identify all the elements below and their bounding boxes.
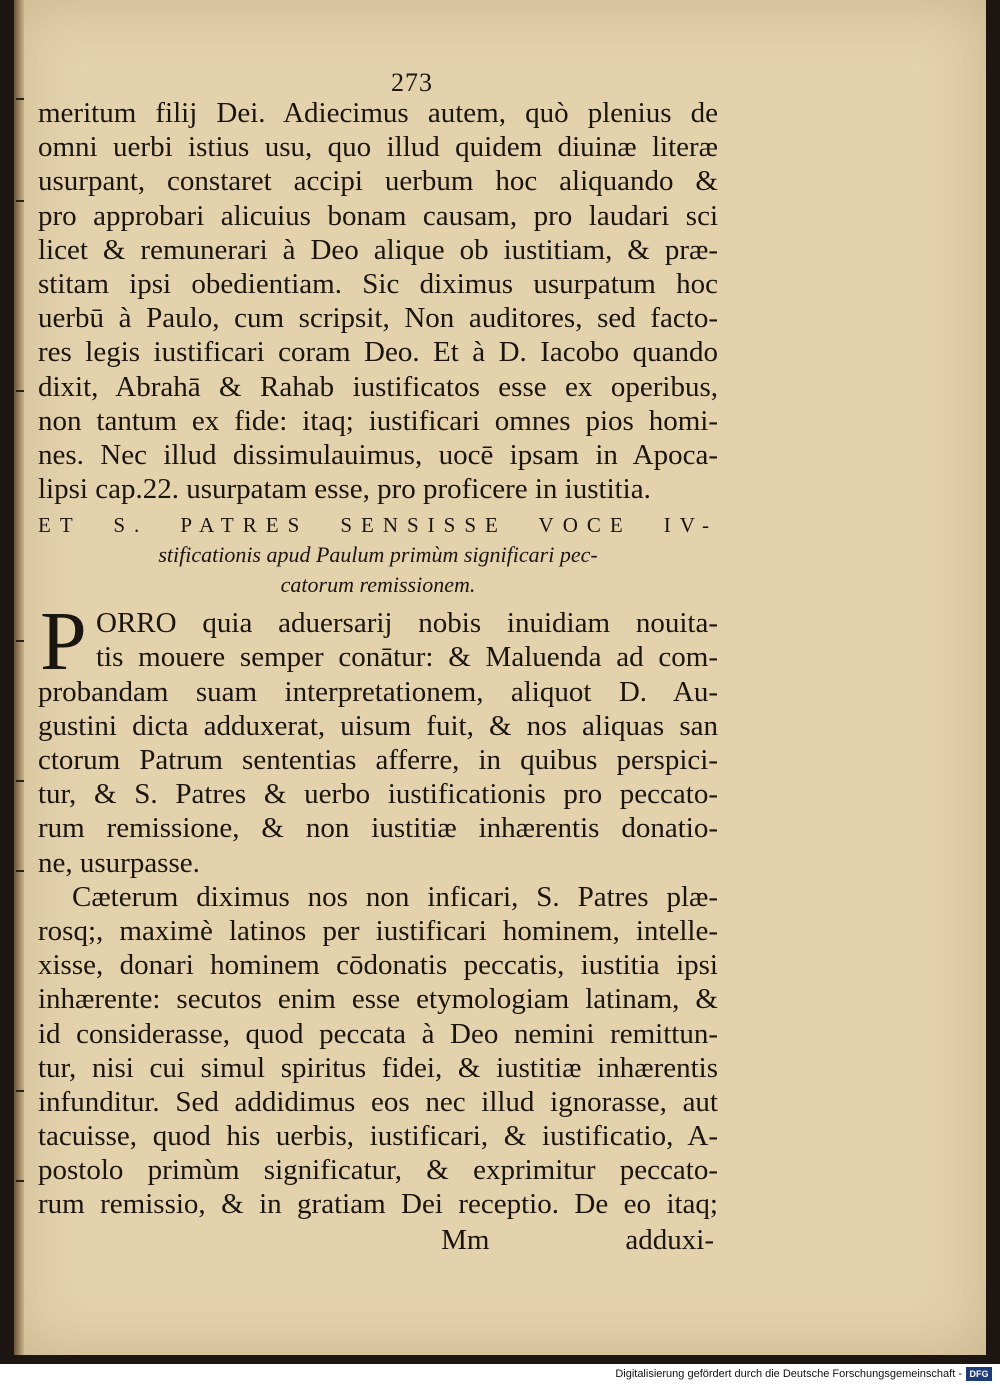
page-number: 273 bbox=[391, 68, 433, 97]
text-line: ne, usurpasse. bbox=[38, 846, 200, 879]
text-line: probandam suam interpretationem, aliquot D. Au- bbox=[38, 675, 718, 708]
text-line: tur, & S. Patres & uerbo iustificationis pro peccato- bbox=[38, 778, 718, 811]
margin-marks bbox=[14, 80, 28, 1240]
dfg-logo: DFG bbox=[966, 1367, 992, 1381]
text-line: non tantum ex fide: itaq; iustificari omnes pios homi- bbox=[38, 404, 718, 437]
text-line: Cæterum diximus nos non inficari, S. Patres plæ- bbox=[72, 880, 718, 913]
text-line: stitam ipsi obedientiam. Sic diximus usurpatum hoc bbox=[38, 267, 718, 300]
text-line: id considerasse, quod peccata à Deo nemini remittun- bbox=[38, 1017, 718, 1050]
text-line: usurpant, constaret accipi uerbum hoc aliquando & bbox=[38, 165, 718, 198]
text-line: uerbū à Paulo, cum scripsit, Non auditores, sed facto- bbox=[38, 302, 718, 335]
text-line: postolo primùm significatur, & exprimitur peccato- bbox=[38, 1154, 718, 1187]
text-line: tur, nisi cui simul spiritus fidei, & iustitiæ inhærentis bbox=[38, 1051, 718, 1084]
text-line: ctorum Patrum sententias afferre, in quibus perspici- bbox=[38, 744, 718, 776]
paragraph-1 bbox=[38, 96, 718, 506]
drop-cap: P bbox=[40, 595, 87, 689]
text-line: lipsi cap.22. usurpatam esse, pro proficere in iustitia. bbox=[38, 473, 651, 506]
text-line: licet & remunerari à Deo alique ob iustitiam, & præ- bbox=[38, 233, 718, 266]
page-foot bbox=[38, 1222, 718, 1258]
text-line: rosq;, maximè latinos per iustificari hominem, intelle- bbox=[38, 914, 718, 947]
text-line: ORRO quia aduersarij nobis inuidiam nouita- bbox=[96, 607, 718, 640]
text-line: pro approbari alicuius bonam causam, pro laudari sci bbox=[38, 199, 718, 232]
text-line: rum remissione, & non iustitiæ inhærentis donatio- bbox=[38, 812, 718, 845]
paragraph-3 bbox=[38, 880, 718, 1222]
catchword: adduxi- bbox=[625, 1223, 714, 1256]
text-line: res legis iustificari coram Deo. Et à D. Iacobo quando bbox=[38, 336, 718, 369]
page-text bbox=[38, 96, 718, 1258]
text-line: tacuisse, quod his uerbis, iustificari, & iustificatio, A- bbox=[38, 1120, 718, 1153]
text-line: rum remissio, & in gratiam Dei receptio. De eo itaq; bbox=[38, 1188, 718, 1221]
text-line: dixit, Abrahā & Rahab iustificatos esse ex operibus, bbox=[38, 370, 718, 403]
footer-credit: Digitalisierung gefördert durch die Deutsche Forschungsgemeinschaft - bbox=[615, 1368, 962, 1380]
text-line: infunditur. Sed addidimus eos nec illud ignorasse, aut bbox=[38, 1085, 718, 1118]
text-line: tis mouere semper conātur: & Maluenda ad com- bbox=[96, 641, 718, 674]
text-line: xisse, donari hominem cōdonatis peccatis, iustitia ipsi bbox=[38, 949, 718, 982]
text-line: nes. Nec illud dissimulauimus, uocē ipsam in Apoca- bbox=[38, 438, 718, 471]
text-line: inhærente: secutos enim esse etymologiam latinam, & bbox=[38, 983, 718, 1016]
signature-mark: Mm bbox=[441, 1223, 490, 1256]
text-line: gustini dicta adduxerat, uisum fuit, & nos aliquas san bbox=[38, 709, 718, 742]
section-subheading: stificationis apud Paulum primùm significari pec- bbox=[158, 542, 598, 568]
text-line: meritum filij Dei. Adiecimus autem, quò plenius de bbox=[38, 97, 718, 129]
digitization-footer bbox=[0, 1364, 1000, 1385]
section-subheading: catorum remissionem. bbox=[280, 572, 476, 598]
paragraph-2 bbox=[38, 595, 718, 880]
text-line: omni uerbi istius usu, quo illud quidem diuinæ literæ bbox=[38, 131, 718, 164]
book-page bbox=[14, 0, 986, 1355]
section-heading: ET S. PATRES SENSISSE VOCE IV- bbox=[38, 513, 718, 538]
